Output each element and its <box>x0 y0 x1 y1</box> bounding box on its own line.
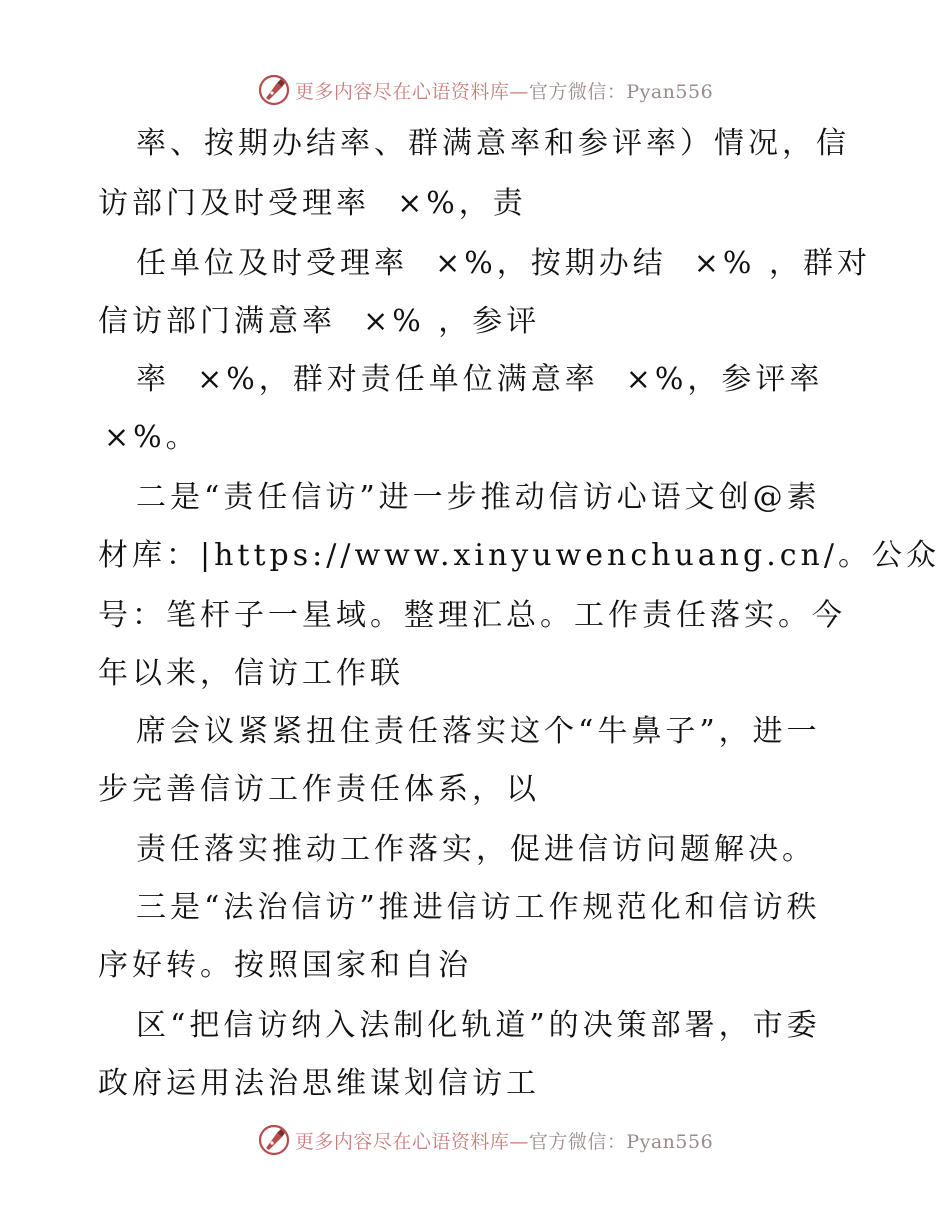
text-line-9: 号：笔杆子一星域。整理汇总。工作责任落实。今 <box>98 598 846 633</box>
text-line-10: 年以来，信访工作联 <box>98 656 404 691</box>
text-line-2: 访部门及时受理率 ×%，责 <box>98 186 527 221</box>
text-line-6: ×%。 <box>104 420 200 455</box>
footer-banner-text: 更多内容尽在心语资料库—官方微信：Pyan556 <box>294 1130 714 1153</box>
text-line-15: 序好转。按照国家和自治 <box>98 948 472 983</box>
text-line-1: 率、按期办结率、群满意率和参评率）情况，信 <box>136 126 850 161</box>
text-line-3: 任单位及时受理率 ×%，按期办结 ×% ，群对 <box>136 246 871 281</box>
header-banner <box>0 70 950 110</box>
text-line-13: 责任落实推动工作落实，促进信访问题解决。 <box>136 832 816 867</box>
header-wechat: 官方微信：Pyan556 <box>528 80 714 103</box>
pen-nib-logo-icon <box>257 73 291 107</box>
text-line-12: 步完善信访工作责任体系，以 <box>98 772 540 807</box>
header-banner-inner <box>257 73 713 107</box>
text-line-17: 政府运用法治思维谋划信访工 <box>98 1066 540 1101</box>
footer-banner-inner <box>257 1123 713 1157</box>
text-line-4: 信访部门满意率 ×% ，参评 <box>98 304 541 339</box>
text-line-11: 席会议紧紧扭住责任落实这个“牛鼻子”，进一 <box>136 714 821 749</box>
text-line-5: 率 ×%，群对责任单位满意率 ×%，参评率 <box>136 362 824 397</box>
pen-nib-logo-icon <box>257 1123 291 1157</box>
text-line-14: 三是“法治信访”推进信访工作规范化和信访秩 <box>136 890 821 925</box>
text-line-7: 二是“责任信访”进一步推动信访心语文创@素 <box>136 480 821 515</box>
text-line-8: 材库：|https://www.xinyuwenchuang.cn/。公众 <box>98 538 940 573</box>
header-banner-text: 更多内容尽在心语资料库—官方微信：Pyan556 <box>294 80 714 103</box>
footer-wechat: 官方微信：Pyan556 <box>528 1130 714 1153</box>
text-line-16: 区“把信访纳入法制化轨道”的决策部署，市委 <box>136 1008 821 1043</box>
footer-banner <box>0 1120 950 1160</box>
